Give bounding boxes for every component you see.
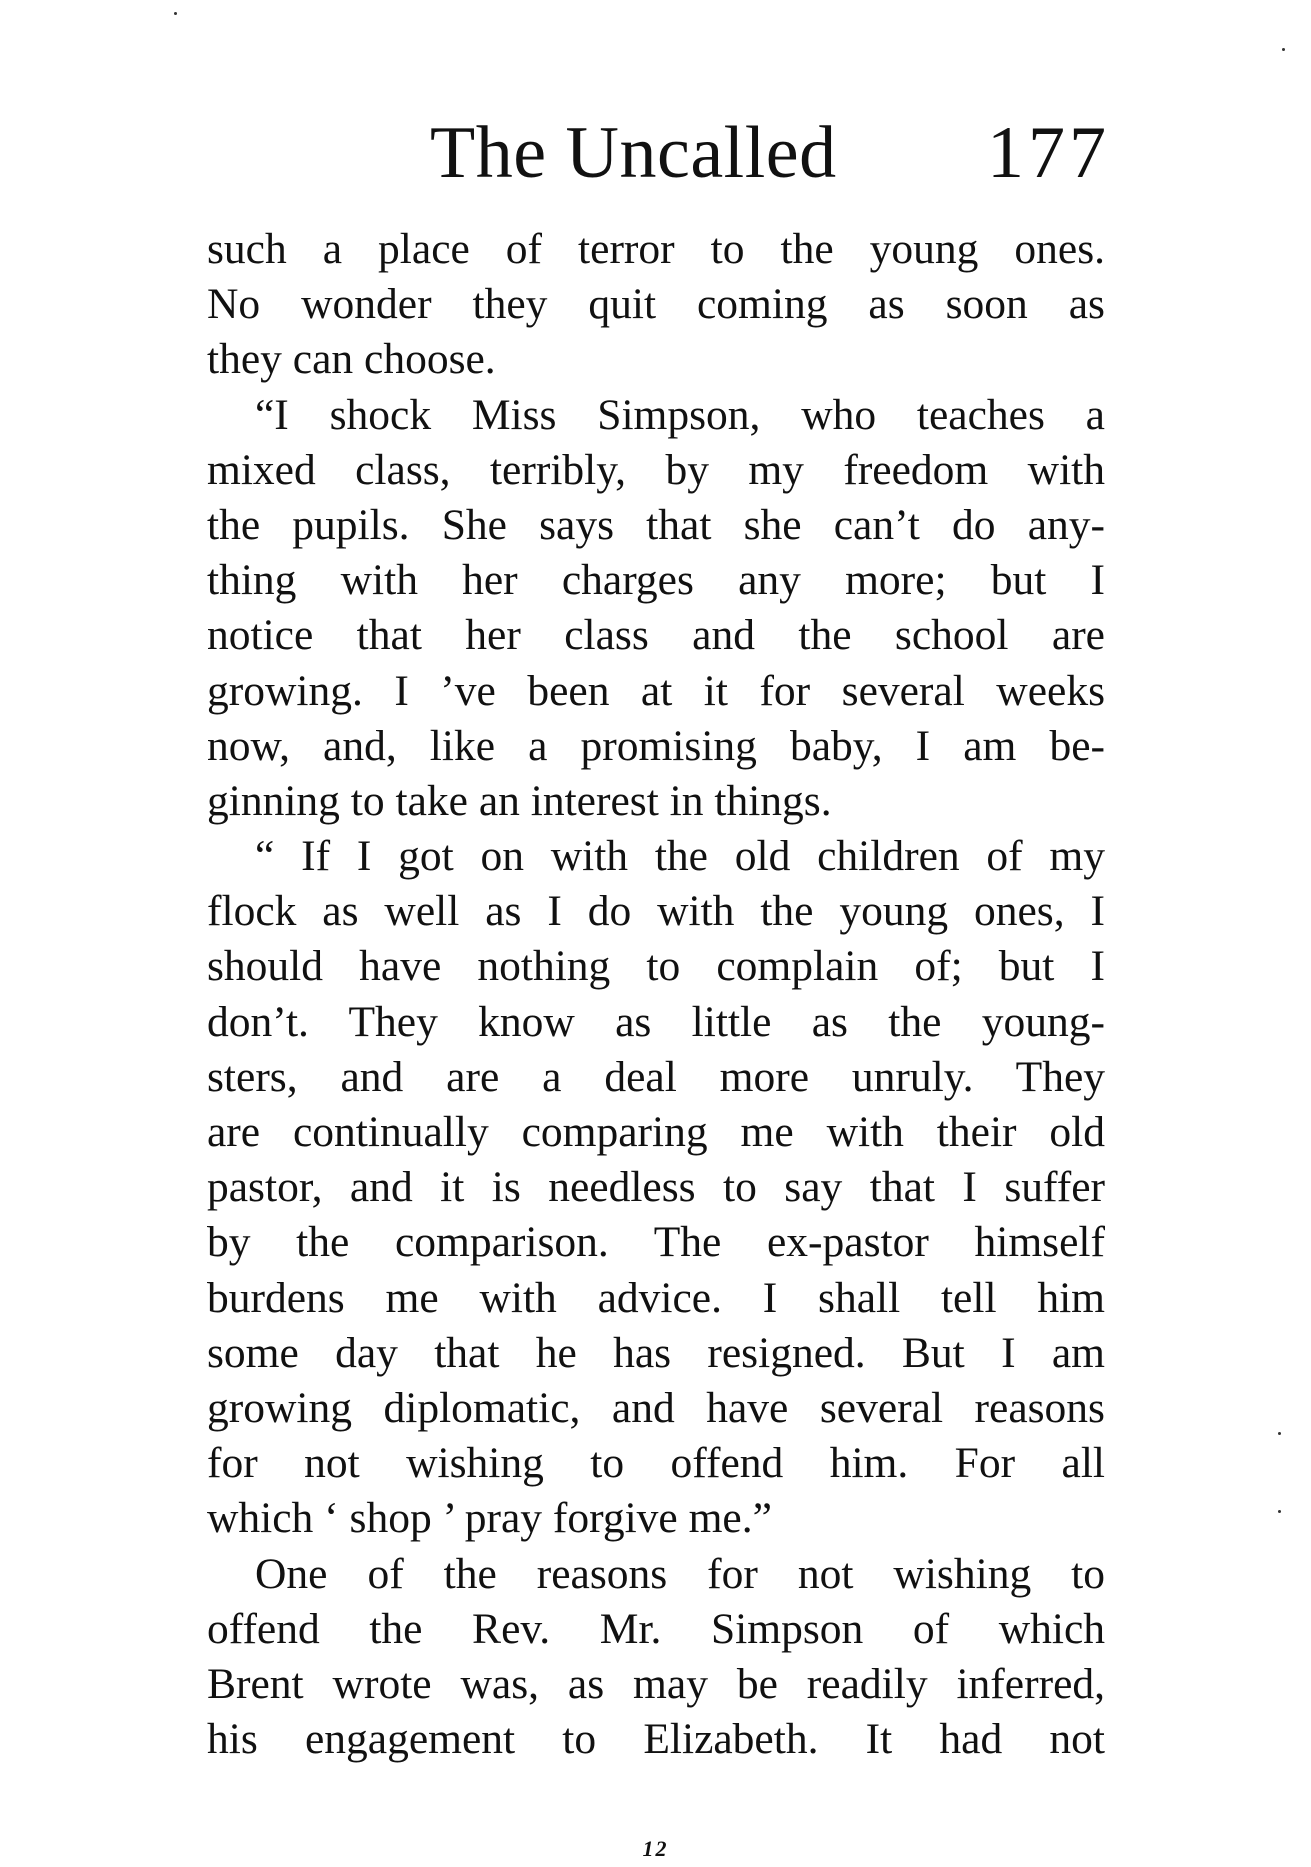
paper-speck: [174, 12, 177, 15]
paper-speck: [1282, 48, 1285, 51]
running-head: [430, 108, 1110, 198]
text-line: mixed class, terribly, by my freedom with: [207, 445, 1105, 494]
text-line: sters, and are a deal more unruly. They: [207, 1052, 1105, 1101]
text-line: some day that he has resigned. But I am: [207, 1328, 1105, 1377]
text-line: burdens me with advice. I shall tell him: [207, 1273, 1105, 1322]
text-line: by the comparison. The ex-pastor himself: [207, 1218, 1105, 1267]
text-line: “ If I got on with the old children of my: [255, 832, 1105, 881]
text-line: now, and, like a promising baby, I am be-: [207, 721, 1105, 770]
text-line: for not wishing to offend him. For all: [207, 1439, 1105, 1488]
text-line: ginning to take an interest in things.: [207, 776, 832, 825]
paper-speck: [1278, 1432, 1281, 1435]
text-line: they can choose.: [207, 335, 496, 384]
text-line: thing with her charges any more; but I: [207, 556, 1105, 605]
text-line: No wonder they quit coming as soon as: [207, 280, 1105, 329]
body-text: [207, 222, 1105, 1767]
paper-speck: [1278, 1510, 1281, 1513]
text-line: his engagement to Elizabeth. It had not: [207, 1715, 1105, 1764]
text-line: the pupils. She says that she can’t do any-: [207, 500, 1105, 549]
text-line: are continually comparing me with their old: [207, 1108, 1105, 1156]
text-line: offend the Rev. Mr. Simpson of which: [207, 1604, 1105, 1653]
running-title: The Uncalled: [430, 112, 837, 194]
text-line: which ‘ shop ’ pray forgive me.”: [207, 1494, 772, 1543]
text-line: “I shock Miss Simpson, who teaches a: [255, 390, 1105, 439]
page-number: 177: [987, 112, 1110, 194]
text-line: notice that her class and the school are: [207, 611, 1105, 660]
signature-mark: 12: [642, 1836, 669, 1861]
text-line: Brent wrote was, as may be readily inferred,: [207, 1659, 1105, 1708]
text-line: flock as well as I do with the young ones, I: [207, 887, 1105, 936]
text-line: pastor, and it is needless to say that I suffer: [207, 1163, 1105, 1212]
text-line: One of the reasons for not wishing to: [255, 1549, 1105, 1598]
text-line: growing. I ’ve been at it for several weeks: [207, 666, 1105, 715]
text-line: growing diplomatic, and have several reasons: [207, 1383, 1105, 1432]
text-line: such a place of terror to the young ones.: [207, 225, 1105, 273]
text-line: should have nothing to complain of; but I: [207, 942, 1105, 991]
text-line: don’t. They know as little as the young-: [207, 997, 1105, 1046]
